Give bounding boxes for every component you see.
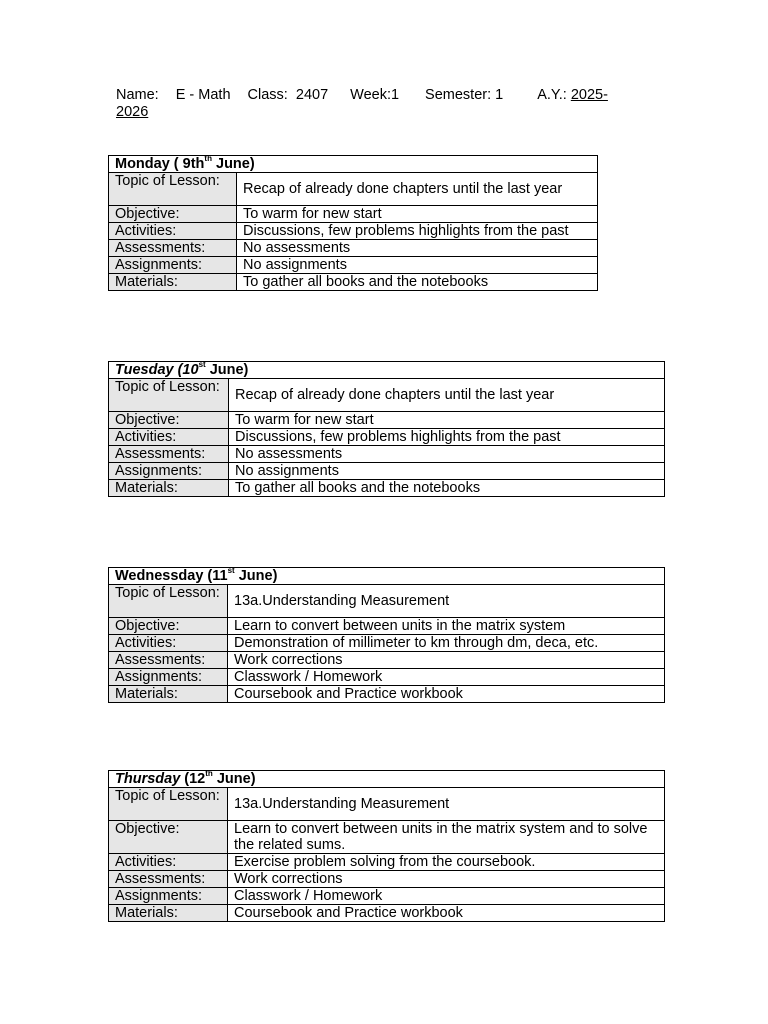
materials-value: Coursebook and Practice workbook: [228, 686, 665, 703]
day-title-month: June): [211, 156, 255, 172]
materials-label: Materials:: [109, 905, 228, 922]
assignments-value: Classwork / Homework: [228, 669, 665, 686]
day-title-sup: th: [204, 154, 212, 163]
name-label: Name:: [116, 87, 159, 103]
topic-label: Topic of Lesson:: [109, 585, 228, 618]
activities-value: Discussions, few problems highlights from the past: [229, 429, 665, 446]
objective-label: Objective:: [109, 412, 229, 429]
assessments-value: No assessments: [229, 446, 665, 463]
activities-label: Activities:: [109, 854, 228, 871]
topic-value: 13a.Understanding Measurement: [228, 788, 665, 821]
day-title: [109, 771, 665, 788]
materials-value: To gather all books and the notebooks: [237, 274, 598, 291]
day-title-month: June): [212, 771, 256, 787]
day-title-sup: th: [205, 769, 213, 778]
objective-label: Objective:: [109, 821, 228, 854]
assignments-value: No assignments: [229, 463, 665, 480]
assignments-label: Assignments:: [109, 463, 229, 480]
day-title-sup: st: [198, 360, 206, 369]
assessments-value: Work corrections: [228, 652, 665, 669]
topic-value: 13a.Understanding Measurement: [228, 585, 665, 618]
assessments-value: Work corrections: [228, 871, 665, 888]
day-title-text: Thursday: [115, 771, 181, 787]
topic-value: Recap of already done chapters until the last year: [229, 379, 665, 412]
day-title: [109, 362, 665, 379]
materials-label: Materials:: [109, 274, 237, 291]
objective-value: Learn to convert between units in the matrix system and to solve the related sums.: [228, 821, 665, 854]
assignments-label: Assignments:: [109, 669, 228, 686]
activities-value: Exercise problem solving from the coursebook.: [228, 854, 665, 871]
materials-value: Coursebook and Practice workbook: [228, 905, 665, 922]
assessments-value: No assessments: [237, 240, 598, 257]
materials-label: Materials:: [109, 480, 229, 497]
class-value: 2407: [295, 87, 329, 103]
day-title-month: June): [234, 568, 278, 584]
day-title-text: Monday ( 9th: [115, 156, 205, 172]
assessments-label: Assessments:: [109, 871, 228, 888]
materials-value: To gather all books and the notebooks: [229, 480, 665, 497]
activities-value: Demonstration of millimeter to km through dm, deca, etc.: [228, 635, 665, 652]
day-title-sup: st: [227, 566, 235, 575]
ay-value-part1: 2025-: [570, 87, 608, 103]
objective-label: Objective:: [109, 618, 228, 635]
wednesday-plan-table: [108, 567, 665, 703]
class-label: Class:: [247, 87, 288, 103]
semester-text: Semester: 1: [425, 87, 504, 103]
objective-value: Learn to convert between units in the matrix system: [228, 618, 665, 635]
ay-label: A.Y.:: [537, 87, 567, 103]
objective-value: To warm for new start: [237, 206, 598, 223]
monday-plan-table: [108, 155, 598, 291]
objective-value: To warm for new start: [229, 412, 665, 429]
topic-label: Topic of Lesson:: [109, 379, 229, 412]
week-text: Week:1: [350, 87, 400, 103]
assignments-label: Assignments:: [109, 257, 237, 274]
day-title-date: (12: [180, 771, 206, 787]
assessments-label: Assessments:: [109, 652, 228, 669]
topic-label: Topic of Lesson:: [109, 788, 228, 821]
activities-label: Activities:: [109, 635, 228, 652]
document-header: [116, 87, 646, 121]
assessments-label: Assessments:: [109, 446, 229, 463]
assignments-value: Classwork / Homework: [228, 888, 665, 905]
day-title: [109, 568, 665, 585]
activities-value: Discussions, few problems highlights from the past: [237, 223, 598, 240]
ay-value-part2: 2026: [116, 104, 149, 120]
activities-label: Activities:: [109, 223, 237, 240]
day-title-text: Wednessday (11: [115, 568, 228, 584]
tuesday-plan-table: [108, 361, 665, 497]
materials-label: Materials:: [109, 686, 228, 703]
assessments-label: Assessments:: [109, 240, 237, 257]
objective-label: Objective:: [109, 206, 237, 223]
day-title-text: Tuesday (10: [115, 362, 199, 378]
day-title-month: June): [205, 362, 249, 378]
thursday-plan-table: [108, 770, 665, 922]
activities-label: Activities:: [109, 429, 229, 446]
assignments-label: Assignments:: [109, 888, 228, 905]
name-value: E - Math: [175, 87, 231, 103]
topic-label: Topic of Lesson:: [109, 173, 237, 206]
day-title: [109, 156, 598, 173]
assignments-value: No assignments: [237, 257, 598, 274]
topic-value: Recap of already done chapters until the last year: [237, 173, 598, 206]
